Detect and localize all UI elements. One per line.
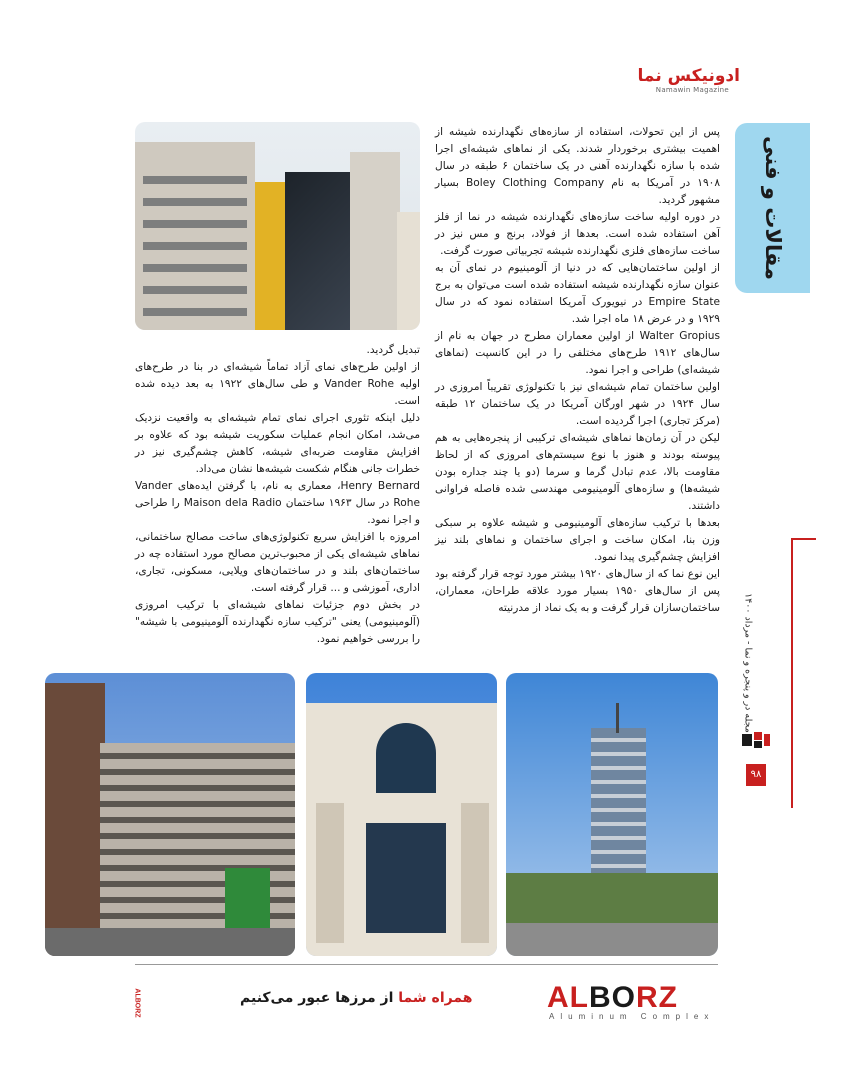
alborz-subtitle: Aluminum Complex: [549, 1012, 715, 1021]
paragraph: بعدها با ترکیب سازه‌های آلومینیومی و شیشه علاوه بر سبکی وزن بنا، امکان ساخت و اجرای ساختمان و نماهای بلند نیز افزایش چشم‌گیری پیدا نمود.: [435, 517, 720, 563]
slogan-highlight: همراه شما: [398, 990, 473, 1006]
paragraph: Henry Bernard، معماری به نام، با گرفتن ایده‌های Vander Rohe در سال ۱۹۶۳ ساختمان Maison dela Radio را طراحی و اجرا نمود.: [135, 480, 420, 526]
paragraph: لیکن در آن زمان‌ها نماهای شیشه‌ای ترکیبی از پنجره‌هایی به هم پیوسته بودند و هنوز با نوع سیستم‌های امروزی که از لحاظ مقاومت بالا، عدم تبادل گرما و سرما (دو یا چند جداره بودن شیشه‌ها) و سازه‌های آلومینیومی مهندسی شده فاصله فراوانی داشتند.: [435, 432, 720, 512]
logo-subtitle: Namawin Magazine: [655, 86, 729, 94]
logo-title: ادونیکس نما: [637, 66, 740, 86]
brand-part: RZ: [636, 981, 678, 1014]
building-photo-top: [135, 122, 420, 330]
brand-part: AL: [547, 981, 589, 1014]
page-number: ۹۸: [746, 764, 766, 786]
brand-part: BO: [589, 981, 636, 1014]
paragraph: در دوره اولیه ساخت سازه‌های نگهدارنده شیشه در نما از فلز آهن استفاده شده است. بعدها از فولاد، برنج و مس نیز در ساخت سازه‌های فلزی نگهدارنده شیشه تجربیاتی صورت گرفت.: [435, 211, 720, 257]
alborz-vertical-text: ALBORZ: [133, 988, 141, 1018]
magazine-issue-text: مجله در و پنجره و نما - مرداد ۱۴۰۰: [742, 593, 754, 733]
magazine-logo: [638, 66, 740, 86]
paragraph: این نوع نما که از سال‌های ۱۹۲۰ بیشتر مورد توجه قرار گرفته بود پس از سال‌های ۱۹۵۰ بسیار مورد علاقه طراحان، معماران، ساختمان‌سازان قرار گرفت و به یک نماد از مدرنیته: [435, 568, 720, 614]
paragraph: از اولین طرح‌های نمای آزاد تماماً شیشه‌ای در بنا در طرح‌های اولیه Vander Rohe و طی سال‌های ۱۹۲۲ به بعد دیده شده است.: [135, 361, 421, 407]
decorative-line: [791, 538, 816, 540]
building-photo-curved: [45, 673, 295, 956]
section-tab: [735, 123, 810, 293]
footer-slogan: [240, 990, 472, 1006]
footer-divider: [135, 964, 718, 965]
article-column-right: [435, 124, 720, 617]
paragraph: در بخش دوم جزئیات نماهای شیشه‌ای با ترکیب امروزی (آلومینیومی) یعنی "ترکیب سازه نگهدارنده آلومینیومی با شیشه" را بررسی خواهیم نمود.: [135, 599, 420, 645]
paragraph: تبدیل گردید.: [366, 344, 420, 356]
alborz-vertical-mark: [130, 983, 144, 1023]
paragraph: از اولین ساختمان‌هایی که در دنیا از آلومینیوم در نمای آن به عنوان سازه نگهدارنده شیشه استفاده شده است می‌توان به برج Empire State در نیویورک آمریکا استفاده نمود که در سال ۱۹۲۹ و در عرض ۱۸ ماه اجرا شد.: [435, 262, 720, 325]
paragraph: Walter Gropius از اولین معماران مطرح در جهان به نام از سال‌های ۱۹۱۲ طرح‌های مختلفی را در این کانسپت (نماهای شیشه‌ای) طراحی و اجرا نمود.: [435, 330, 721, 376]
paragraph: امروزه با افزایش سریع تکنولوژی‌های ساخت مصالح ساختمانی، نماهای شیشه‌ای یکی از محبوب‌ترین مصالح مورد استفاده چه در ساختمان‌های بلند و در ساختمان‌های ویلایی، مسکونی، تجاری، اداری، آموزشی و ... قرار گرفته است.: [135, 531, 420, 594]
section-tab-label: مقالات و فنی: [760, 136, 785, 280]
article-column-left: [135, 342, 420, 648]
slogan-rest: از مرزها عبور می‌کنیم: [240, 990, 394, 1006]
magazine-mark-icon: [740, 730, 772, 750]
building-photo-classic: [306, 673, 497, 956]
building-photo-tower: [506, 673, 718, 956]
magazine-issue-line: [735, 593, 761, 733]
paragraph: اولین ساختمان تمام شیشه‌ای نیز با تکنولوژی تقریباً امروزی در سال ۱۹۲۴ در شهر اورگان آمریکا در یک ساختمان ۱۲ طبقه (مرکز تجاری) اجرا گردیده است.: [435, 381, 720, 427]
alborz-logo: [547, 981, 678, 1015]
paragraph: دلیل اینکه تئوری اجرای نمای تمام شیشه‌ای به واقعیت نزدیک می‌شد، امکان انجام عملیات سکوریت شیشه بود که علاوه بر افزایش مقاومت ضربه‌ای شیشه، کاهش چشم‌گیری نیز در خطرات جانی هنگام شکست شیشه‌ها نشان می‌داد.: [135, 412, 420, 475]
paragraph: پس از این تحولات، استفاده از سازه‌های نگهدارنده شیشه از اهمیت بیشتری برخوردار شدند. یکی از نماهای شیشه‌ای اجرا شده با سازه نگهدارنده آهنی در یک ساختمان ۶ طبقه در سال ۱۹۰۸ در آمریکا به نام Boley Clothing Company بسیار مشهور گردید.: [435, 126, 721, 206]
decorative-line: [791, 538, 793, 808]
